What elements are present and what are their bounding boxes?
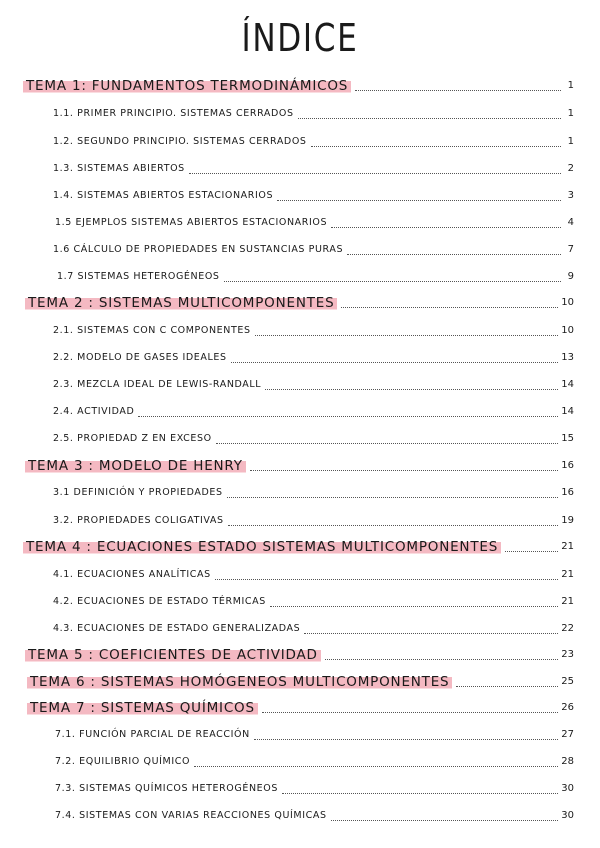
toc-chapter-row <box>28 452 574 474</box>
section-title: 1.5 EJEMPLOS SISTEMAS ABIERTOS ESTACIONARIOS <box>55 217 328 228</box>
toc-section-row <box>55 802 574 824</box>
page-number: 10 <box>561 325 574 336</box>
dot-leader <box>254 738 558 740</box>
toc-chapter-row <box>26 533 574 555</box>
section-title: 4.3. ECUACIONES DE ESTADO GENERALIZADAS <box>53 623 301 634</box>
dot-leader <box>216 442 559 444</box>
chapter-title: TEMA 4 : ECUACIONES ESTADO SISTEMAS MULTICOMPONENTES <box>23 539 501 555</box>
section-title: 1.1. PRIMER PRINCIPIO. SISTEMAS CERRADOS <box>53 108 294 119</box>
page-number: 22 <box>561 623 574 634</box>
page-number: 1 <box>567 80 574 91</box>
toc-chapter-row <box>28 289 574 311</box>
page-number: 9 <box>567 271 574 282</box>
page-number: 25 <box>561 676 574 687</box>
section-title: 7.3. SISTEMAS QUÍMICOS HETEROGÉNEOS <box>55 783 278 794</box>
dot-leader <box>189 172 561 174</box>
toc-section-row <box>53 588 574 610</box>
dot-leader <box>355 89 561 91</box>
toc-chapter-row <box>30 668 574 690</box>
section-title: 2.2. MODELO DE GASES IDEALES <box>53 352 227 363</box>
dot-leader <box>227 496 559 498</box>
toc-section-row <box>53 128 574 150</box>
section-title: 7.4. SISTEMAS CON VARIAS REACCIONES QUÍMICAS <box>55 810 327 821</box>
toc-section-row <box>53 425 574 447</box>
page-number: 1 <box>567 108 574 119</box>
page-number: 14 <box>561 406 574 417</box>
chapter-title: TEMA 5 : COEFICIENTES DE ACTIVIDAD <box>25 647 321 663</box>
toc-section-row <box>55 748 574 770</box>
toc-chapter-row <box>30 694 574 716</box>
section-title: 2.5. PROPIEDAD Z EN EXCESO <box>53 433 212 444</box>
page-number: 23 <box>561 649 574 660</box>
dot-leader <box>228 524 559 526</box>
section-title: 1.7 SISTEMAS HETEROGÉNEOS <box>57 271 220 282</box>
section-title: 2.4. ACTIVIDAD <box>53 406 135 417</box>
dot-leader <box>505 550 558 552</box>
toc-section-row <box>57 263 574 285</box>
dot-leader <box>255 334 559 336</box>
chapter-title: TEMA 2 : SISTEMAS MULTICOMPONENTES <box>25 295 337 311</box>
page-number: 28 <box>561 756 574 767</box>
dot-leader <box>304 632 558 634</box>
section-title: 1.2. SEGUNDO PRINCIPIO. SISTEMAS CERRADOS <box>53 136 307 147</box>
dot-leader <box>341 306 558 308</box>
page-number: 16 <box>561 487 574 498</box>
dot-leader <box>265 388 558 390</box>
toc-section-row <box>53 100 574 122</box>
dot-leader <box>277 199 561 201</box>
toc-section-row <box>53 561 574 583</box>
section-title: 7.2. EQUILIBRIO QUÍMICO <box>55 756 191 767</box>
page-number: 14 <box>561 379 574 390</box>
toc-section-row <box>53 479 574 501</box>
toc-section-row <box>53 155 574 177</box>
toc-section-row <box>53 371 574 393</box>
section-title: 2.3. MEZCLA IDEAL DE LEWIS-RANDALL <box>53 379 262 390</box>
section-title: 7.1. FUNCIÓN PARCIAL DE REACCIÓN <box>55 729 250 740</box>
dot-leader <box>194 765 558 767</box>
page-number: 16 <box>561 460 574 471</box>
toc-chapter-row <box>26 72 574 94</box>
toc-section-row <box>53 317 574 339</box>
page-number: 7 <box>567 244 574 255</box>
page-number: 2 <box>567 163 574 174</box>
dot-leader <box>456 685 558 687</box>
toc-section-row <box>53 236 574 258</box>
page-number: 19 <box>561 515 574 526</box>
section-title: 3.2. PROPIEDADES COLIGATIVAS <box>53 515 224 526</box>
page-number: 21 <box>561 569 574 580</box>
toc-section-row <box>53 182 574 204</box>
dot-leader <box>282 792 558 794</box>
page-number: 21 <box>561 596 574 607</box>
page-number: 13 <box>561 352 574 363</box>
dot-leader <box>347 253 561 255</box>
chapter-title: TEMA 1: FUNDAMENTOS TERMODINÁMICOS <box>23 78 351 94</box>
dot-leader <box>311 145 561 147</box>
section-title: 1.6 CÁLCULO DE PROPIEDADES EN SUSTANCIAS PURAS <box>53 244 344 255</box>
dot-leader <box>298 117 561 119</box>
section-title: 2.1. SISTEMAS CON C COMPONENTES <box>53 325 251 336</box>
page-number: 21 <box>561 541 574 552</box>
section-title: 4.1. ECUACIONES ANALÍTICAS <box>53 569 211 580</box>
page-number: 4 <box>567 217 574 228</box>
page-number: 15 <box>561 433 574 444</box>
page-number: 1 <box>567 136 574 147</box>
page-title: ÍNDICE <box>241 16 359 60</box>
chapter-title: TEMA 7 : SISTEMAS QUÍMICOS <box>27 700 258 716</box>
page-number: 10 <box>561 297 574 308</box>
section-title: 1.3. SISTEMAS ABIERTOS <box>53 163 185 174</box>
dot-leader <box>331 819 559 821</box>
dot-leader <box>215 578 559 580</box>
toc-section-row <box>53 615 574 637</box>
toc-section-row <box>53 507 574 529</box>
page-number: 26 <box>561 702 574 713</box>
toc-section-row <box>53 344 574 366</box>
page-number: 30 <box>561 783 574 794</box>
section-title: 4.2. ECUACIONES DE ESTADO TÉRMICAS <box>53 596 266 607</box>
page-number: 30 <box>561 810 574 821</box>
chapter-title: TEMA 3 : MODELO DE HENRY <box>25 458 246 474</box>
page-number: 3 <box>567 190 574 201</box>
toc-section-row <box>55 775 574 797</box>
dot-leader <box>270 605 558 607</box>
dot-leader <box>325 658 559 660</box>
dot-leader <box>331 226 561 228</box>
section-title: 3.1 DEFINICIÓN Y PROPIEDADES <box>53 487 223 498</box>
dot-leader <box>138 415 558 417</box>
dot-leader <box>224 280 561 282</box>
dot-leader <box>250 469 558 471</box>
dot-leader <box>231 361 559 363</box>
toc-section-row <box>55 209 574 231</box>
toc-section-row <box>55 721 574 743</box>
chapter-title: TEMA 6 : SISTEMAS HOMÓGENEOS MULTICOMPONENTES <box>27 674 452 690</box>
dot-leader <box>262 711 558 713</box>
section-title: 1.4. SISTEMAS ABIERTOS ESTACIONARIOS <box>53 190 274 201</box>
page-number: 27 <box>561 729 574 740</box>
toc-chapter-row <box>28 641 574 663</box>
toc-section-row <box>53 398 574 420</box>
